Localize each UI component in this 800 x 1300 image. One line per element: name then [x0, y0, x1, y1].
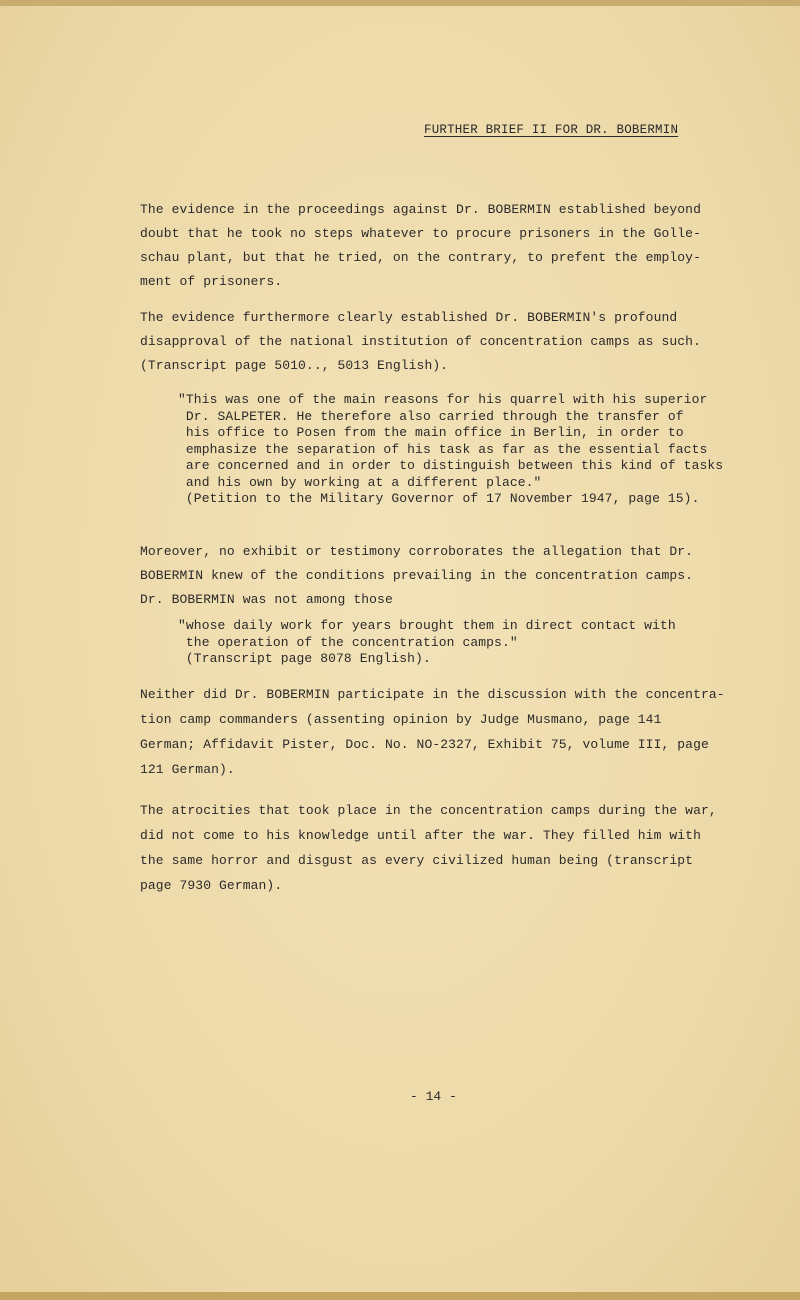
text-line: Moreover, no exhibit or testimony corroborates the allegation that Dr. — [140, 544, 694, 559]
text-line: (Petition to the Military Governor of 17 November 1947, page 15). — [178, 491, 700, 506]
text-line: The atrocities that took place in the concentration camps during the war, — [140, 803, 717, 818]
text-line: did not come to his knowledge until after the war. They filled him with — [140, 828, 701, 843]
text-line: and his own by working at a different place." — [178, 474, 542, 490]
page-number: - 14 - — [410, 1089, 457, 1104]
text-line: Dr. SALPETER. He therefore also carried through the transfer of — [178, 408, 684, 424]
paragraph-no-exhibit — [140, 540, 760, 612]
text-line: doubt that he took no steps whatever to procure prisoners in the Golle- — [140, 226, 701, 241]
text-line: tion camp commanders (assenting opinion by Judge Musmano, page 141 — [140, 712, 662, 727]
quote-petition — [178, 392, 768, 508]
paragraph-evidence-no-prisoners — [140, 198, 760, 294]
text-line: The evidence furthermore clearly established Dr. BOBERMIN's profound — [140, 310, 678, 325]
text-line: "whose daily work for years brought them in direct contact with — [178, 618, 676, 633]
text-line: (Transcript page 8078 English). — [178, 651, 431, 666]
text-line: page 7930 German). — [140, 878, 283, 893]
text-line: emphasize the separation of his task as far as the essential facts — [178, 441, 708, 457]
text-line: Neither did Dr. BOBERMIN participate in the discussion with the concentra- — [140, 687, 725, 702]
text-line: 121 German). — [140, 762, 235, 777]
text-line: The evidence in the proceedings against Dr. BOBERMIN established beyond — [140, 202, 701, 217]
text-line: are concerned and in order to distinguish between this kind of tasks — [178, 458, 724, 473]
text-line: Dr. BOBERMIN was not among those — [140, 592, 393, 607]
text-line: BOBERMIN knew of the conditions prevailing in the concentration camps. — [140, 568, 694, 583]
quote-transcript — [178, 618, 768, 668]
document-title: FURTHER BRIEF II FOR DR. BOBERMIN — [424, 123, 679, 137]
text-line: German; Affidavit Pister, Doc. No. NO-2327, Exhibit 75, volume III, page — [140, 737, 709, 752]
paragraph-neither-participate — [140, 682, 760, 782]
paragraph-disapproval-camps — [140, 306, 760, 378]
text-line: disapproval of the national institution of concentration camps as such. — [140, 334, 701, 349]
text-line: his office to Posen from the main office in Berlin, in order to — [178, 425, 684, 440]
text-line: schau plant, but that he tried, on the contrary, to prefent the employ- — [140, 250, 701, 265]
paragraph-atrocities — [140, 798, 760, 898]
text-line: "This was one of the main reasons for his quarrel with his superior — [178, 392, 708, 407]
text-line: the same horror and disgust as every civilized human being (transcript — [140, 853, 694, 868]
text-line: (Transcript page 5010.., 5013 English). — [140, 358, 449, 373]
text-line: ment of prisoners. — [140, 274, 283, 289]
text-line: the operation of the concentration camps." — [178, 634, 518, 650]
